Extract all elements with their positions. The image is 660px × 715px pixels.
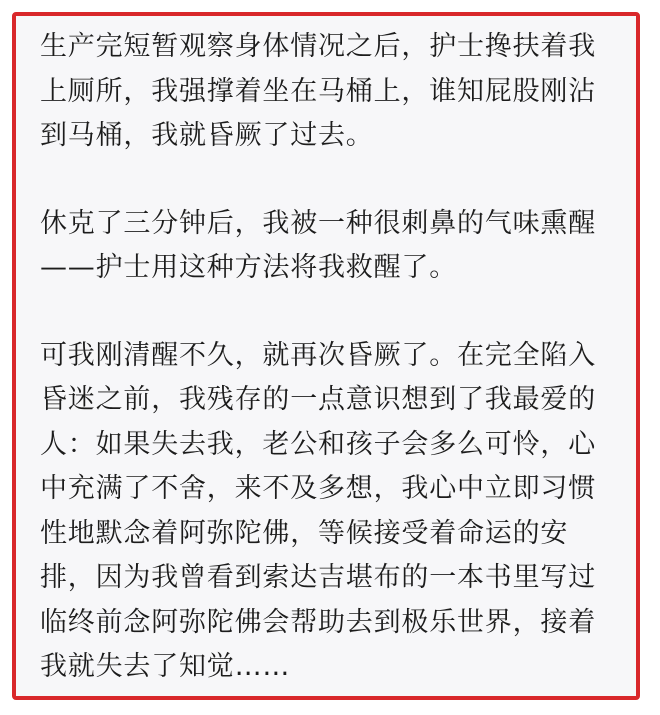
paragraph-3: 可我刚清醒不久，就再次昏厥了。在完全陷入 昏迷之前，我残存的一点意识想到了我最爱的 人：如果失去我，老公和孩子会多么可怜，心 中充满了不舍，来不及多想，我心中立即习惯 性地默念着阿弥陀佛，等候接受着命运的安 排，因为我曾看到索达吉堪布的一本书里写过 临终前念阿弥陀佛会帮助去到极乐世界，接着 我就失去了知觉…… bbox=[40, 339, 596, 682]
article-body bbox=[40, 25, 620, 690]
paragraph-2: 休克了三分钟后，我被一种很刺鼻的气味熏醒 ——护士用这种方法将我救醒了。 bbox=[40, 207, 596, 283]
paragraph-1: 生产完短暂观察身体情况之后，护士搀扶着我 上厕所，我强撑着坐在马桶上，谁知屁股刚沾 到马桶，我就昏厥了过去。 bbox=[40, 31, 596, 151]
